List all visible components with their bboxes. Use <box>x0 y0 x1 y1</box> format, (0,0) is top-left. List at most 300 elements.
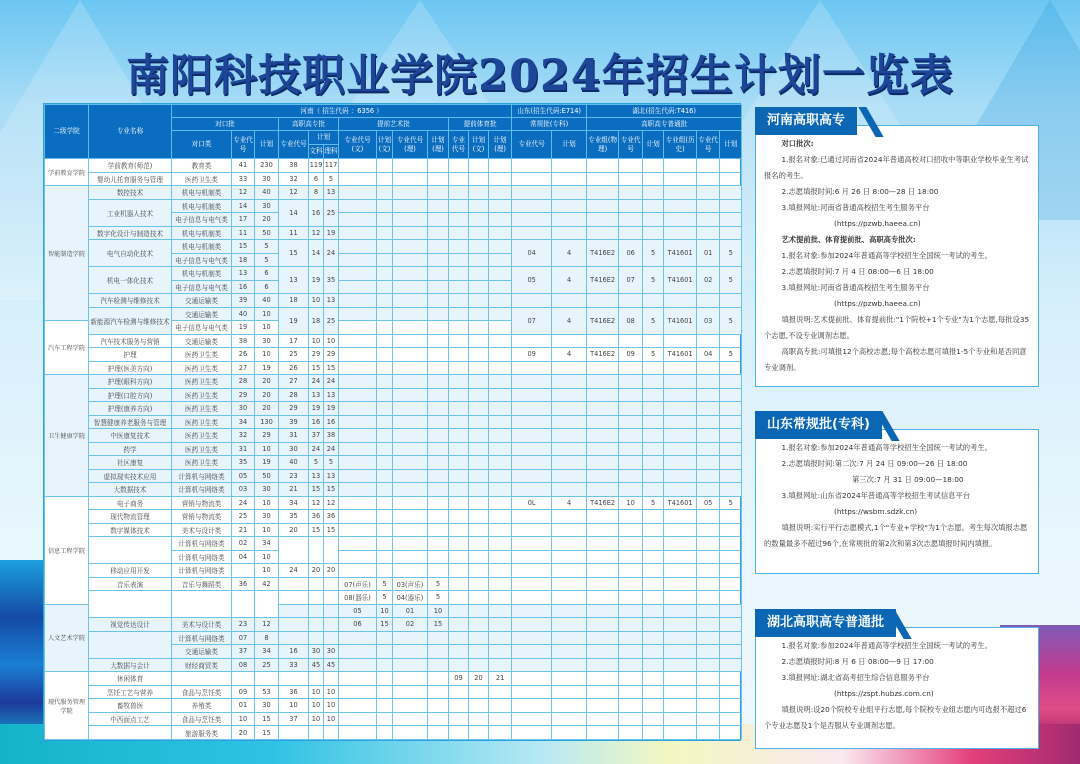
hubei-code-physics <box>619 294 643 308</box>
gaozhi-code: 15 <box>279 240 309 267</box>
gaozhi-plan-wen: 30 <box>309 645 324 659</box>
gaozhi-plan-li: 13 <box>324 294 339 308</box>
shandong-plan <box>552 483 587 497</box>
table-row <box>45 564 742 578</box>
art-plan-li <box>428 699 449 713</box>
hubei-plan-physics <box>643 631 664 645</box>
sport-plan-li <box>489 253 512 267</box>
art-code-li <box>393 321 428 335</box>
hubei-group-history: T41601 <box>664 240 697 267</box>
duikou-plan: 5 <box>255 253 279 267</box>
art-code-li <box>393 510 428 524</box>
college-name: 汽车工程学院 <box>45 321 89 375</box>
major-name: 视觉传达设计 <box>89 618 172 632</box>
gaozhi-code: 35 <box>279 510 309 524</box>
sport-plan-wen <box>469 510 489 524</box>
art-code-li <box>393 388 428 402</box>
hubei-group-history <box>664 361 697 375</box>
gaozhi-code: 36 <box>279 685 309 699</box>
gaozhi-plan-li: 24 <box>324 442 339 456</box>
gaozhi-code <box>279 631 309 645</box>
hubei-code-physics <box>619 564 643 578</box>
left-decoration <box>0 560 48 750</box>
art-plan-wen <box>377 159 393 173</box>
art-plan-li <box>428 307 449 321</box>
art-plan-wen <box>377 712 393 726</box>
hubei-group-physics <box>587 172 619 186</box>
major-name: 汽车检测与维修技术 <box>89 294 172 308</box>
sport-plan-wen <box>469 375 489 389</box>
shandong-code <box>512 159 552 173</box>
duikou-type: 电子信息与电气类 <box>172 280 232 294</box>
duikou-code: 35 <box>232 456 255 470</box>
hubei-code-history <box>697 402 720 416</box>
shandong-code <box>512 213 552 227</box>
gaozhi-plan-wen: 14 <box>309 240 324 267</box>
art-code-li <box>393 523 428 537</box>
art-code-li <box>393 226 428 240</box>
hubei-group-physics <box>587 699 619 713</box>
hubei-group-physics <box>587 226 619 240</box>
hubei-plan-physics <box>643 402 664 416</box>
art-plan-li <box>428 510 449 524</box>
page-title: 南阳科技职业学院2024年招生计划一览表 <box>126 51 954 101</box>
duikou-type: 医药卫生类 <box>172 429 232 443</box>
hubei-plan-physics <box>643 604 664 618</box>
gaozhi-plan-li <box>324 577 339 591</box>
panel-text-line: 1.报名对象:已通过河南省2024年普通高校对口招收中等职业学校毕业生考试报名的考生。 <box>764 155 1029 180</box>
art-code-wen <box>339 442 377 456</box>
header-sd-plan: 计划 <box>552 131 587 159</box>
hubei-group-history <box>664 226 697 240</box>
gaozhi-plan-li: 12 <box>324 496 339 510</box>
header-duikou-type: 对口类 <box>172 131 232 159</box>
gaozhi-plan-li: 5 <box>324 456 339 470</box>
art-plan-wen: 15 <box>377 618 393 632</box>
hubei-plan-physics <box>643 334 664 348</box>
sport-code <box>449 631 469 645</box>
sport-plan-li <box>489 213 512 227</box>
hubei-group-history <box>664 469 697 483</box>
hubei-group-history <box>664 429 697 443</box>
shandong-plan <box>552 537 587 551</box>
duikou-plan: 30 <box>255 510 279 524</box>
sport-plan-wen <box>469 699 489 713</box>
art-plan-li <box>428 334 449 348</box>
sport-code <box>449 294 469 308</box>
art-plan-li <box>428 469 449 483</box>
hubei-group-physics: T416E2 <box>587 240 619 267</box>
art-plan-wen <box>377 280 393 294</box>
shandong-plan <box>552 672 587 686</box>
hubei-plan-physics <box>643 537 664 551</box>
gaozhi-plan-li: 45 <box>324 658 339 672</box>
hubei-group-physics <box>587 618 619 632</box>
sport-code <box>449 550 469 564</box>
table-row <box>45 577 742 591</box>
art-code-li <box>393 294 428 308</box>
hubei-code-physics <box>619 361 643 375</box>
shandong-plan <box>552 631 587 645</box>
duikou-code: 18 <box>232 253 255 267</box>
hubei-plan-history <box>720 199 742 213</box>
hubei-code-physics <box>619 537 643 551</box>
gaozhi-plan-wen: 10 <box>309 334 324 348</box>
major-name: 畜牧兽医 <box>89 699 172 713</box>
hubei-code-physics <box>619 402 643 416</box>
gaozhi-plan-wen: 6 <box>309 172 324 186</box>
art-plan-wen <box>377 186 393 200</box>
art-plan-li <box>428 213 449 227</box>
hubei-code-history <box>697 604 720 618</box>
header-sd-batch: 常规批(专科) <box>512 118 587 131</box>
major-name: 学前教育(师范) <box>89 159 172 173</box>
college-name: 信息工程学院 <box>45 496 89 604</box>
art-plan-li <box>428 267 449 281</box>
hubei-code-physics <box>619 726 643 740</box>
sport-code <box>449 456 469 470</box>
hubei-group-physics <box>587 388 619 402</box>
duikou-plan: 20 <box>255 402 279 416</box>
sport-plan-wen <box>469 604 489 618</box>
hubei-group-history <box>664 712 697 726</box>
art-plan-wen <box>377 321 393 335</box>
art-code-wen <box>339 537 377 551</box>
gaozhi-plan-li <box>324 591 339 605</box>
header-art-code-li: 专业代号(理) <box>393 131 428 159</box>
hubei-plan-physics <box>643 226 664 240</box>
art-code-li <box>393 483 428 497</box>
shandong-code <box>512 294 552 308</box>
art-code-wen <box>339 267 377 281</box>
gaozhi-code <box>279 537 309 564</box>
header-sport-batch: 提前体育批 <box>449 118 512 131</box>
gaozhi-plan-li <box>324 726 339 740</box>
shandong-code <box>512 186 552 200</box>
hubei-group-history <box>664 537 697 551</box>
gaozhi-code: 31 <box>279 429 309 443</box>
art-code-li <box>393 537 428 551</box>
duikou-code: 24 <box>232 496 255 510</box>
art-plan-wen: 5 <box>377 591 393 605</box>
table-row <box>45 388 742 402</box>
hubei-code-history <box>697 469 720 483</box>
sport-plan-li <box>489 402 512 416</box>
gaozhi-plan-wen: 36 <box>309 510 324 524</box>
duikou-code: 25 <box>232 510 255 524</box>
gaozhi-code: 38 <box>279 159 309 173</box>
art-code-wen <box>339 645 377 659</box>
hubei-plan-history <box>720 645 742 659</box>
gaozhi-plan-li: 25 <box>324 307 339 334</box>
gaozhi-plan-li: 117 <box>324 159 339 173</box>
duikou-type: 医药卫生类 <box>172 388 232 402</box>
major-name: 音乐表演 <box>89 577 172 591</box>
art-code-wen <box>339 280 377 294</box>
art-plan-wen: 10 <box>377 604 393 618</box>
hubei-code-history <box>697 685 720 699</box>
hubei-plan-history <box>720 388 742 402</box>
gaozhi-code: 26 <box>279 361 309 375</box>
shandong-code <box>512 415 552 429</box>
duikou-plan: 40 <box>255 294 279 308</box>
hubei-code-history <box>697 442 720 456</box>
hubei-group-history <box>664 159 697 173</box>
hubei-plan-physics <box>643 726 664 740</box>
sport-plan-li <box>489 658 512 672</box>
hubei-plan-history <box>720 564 742 578</box>
panel-text-line: 3.填报网址:湖北省高考招生综合信息服务平台 <box>781 673 930 682</box>
gaozhi-plan-li: 38 <box>324 429 339 443</box>
sport-plan-li <box>489 496 512 510</box>
art-code-li <box>393 267 428 281</box>
gaozhi-plan-wen <box>309 591 324 605</box>
duikou-plan: 19 <box>255 456 279 470</box>
table-row <box>45 307 742 321</box>
gaozhi-plan-wen: 19 <box>309 267 324 294</box>
gaozhi-plan-wen: 16 <box>309 199 324 226</box>
art-code-li: 04(器乐) <box>393 591 428 605</box>
table-row <box>45 429 742 443</box>
sport-plan-li <box>489 172 512 186</box>
gaozhi-code <box>279 577 309 591</box>
hubei-group-physics <box>587 726 619 740</box>
sport-plan-wen <box>469 726 489 740</box>
hubei-code-physics <box>619 388 643 402</box>
hubei-plan-history <box>720 550 742 564</box>
sport-plan-li <box>489 712 512 726</box>
duikou-plan: 10 <box>255 348 279 362</box>
gaozhi-plan-li <box>324 604 339 618</box>
hubei-plan-physics <box>643 456 664 470</box>
gaozhi-plan-li: 15 <box>324 361 339 375</box>
hubei-code-history <box>697 537 720 551</box>
sport-plan-li <box>489 564 512 578</box>
gaozhi-code: 29 <box>279 402 309 416</box>
duikou-code: 23 <box>232 618 255 632</box>
duikou-type: 机电与机制类 <box>172 226 232 240</box>
major-name <box>89 631 172 658</box>
art-code-li: 02 <box>393 618 428 632</box>
gaozhi-plan-li: 24 <box>324 375 339 389</box>
sport-plan-li <box>489 226 512 240</box>
table-row <box>45 199 742 213</box>
hubei-plan-history: 5 <box>720 307 742 334</box>
sport-plan-wen: 20 <box>469 672 489 686</box>
shandong-code <box>512 429 552 443</box>
table-body <box>45 159 742 740</box>
sport-code <box>449 726 469 740</box>
gaozhi-plan-li: 13 <box>324 388 339 402</box>
table-row <box>45 510 742 524</box>
art-plan-wen <box>377 496 393 510</box>
art-code-li <box>393 402 428 416</box>
art-code-li <box>393 253 428 267</box>
hubei-plan-physics <box>643 699 664 713</box>
shandong-plan <box>552 159 587 173</box>
duikou-plan: 8 <box>255 631 279 645</box>
panel-text-line: 艺术提前批、体育提前批、高职高专批次: <box>781 235 916 244</box>
gaozhi-plan-li: 30 <box>324 645 339 659</box>
hubei-group-history: T41601 <box>664 348 697 362</box>
shandong-plan <box>552 523 587 537</box>
gaozhi-plan-wen: 20 <box>309 564 324 578</box>
panel-text-line: 高职高专批:可填报12个高校志愿;每个高校志愿可填报1-5个专业和是否同意专业调剂。 <box>764 347 1027 372</box>
art-code-wen <box>339 186 377 200</box>
sport-plan-wen <box>469 618 489 632</box>
shandong-plan <box>552 577 587 591</box>
hubei-code-physics <box>619 172 643 186</box>
art-code-li <box>393 159 428 173</box>
gaozhi-plan-wen: 15 <box>309 483 324 497</box>
art-plan-li: 5 <box>428 591 449 605</box>
hubei-group-physics <box>587 712 619 726</box>
hubei-plan-physics: 5 <box>643 307 664 334</box>
header-sport-plan-li: 计划(理) <box>489 131 512 159</box>
art-code-wen <box>339 402 377 416</box>
major-name: 智慧健康养老服务与管理 <box>89 415 172 429</box>
art-code-wen <box>339 415 377 429</box>
hubei-group-history <box>664 564 697 578</box>
major-name: 休闲体育 <box>89 672 172 686</box>
sport-plan-wen <box>469 523 489 537</box>
sport-plan-li <box>489 699 512 713</box>
art-plan-li <box>428 186 449 200</box>
hubei-group-history <box>664 186 697 200</box>
duikou-code: 21 <box>232 523 255 537</box>
duikou-code: 04 <box>232 550 255 564</box>
shandong-code <box>512 375 552 389</box>
hubei-code-physics <box>619 645 643 659</box>
shandong-plan <box>552 402 587 416</box>
duikou-code: 09 <box>232 685 255 699</box>
duikou-plan: 20 <box>255 388 279 402</box>
shandong-plan: 4 <box>552 496 587 510</box>
gaozhi-code: 33 <box>279 658 309 672</box>
art-code-wen <box>339 726 377 740</box>
hubei-group-physics <box>587 631 619 645</box>
art-plan-wen <box>377 334 393 348</box>
art-plan-wen <box>377 294 393 308</box>
table-row <box>45 186 742 200</box>
hubei-group-history <box>664 523 697 537</box>
major-name: 电气自动化技术 <box>89 240 172 267</box>
hubei-group-physics <box>587 456 619 470</box>
shandong-plan <box>552 699 587 713</box>
panel-text-line: 2.志愿填报时间:8 月 6 日 08:00—9 日 17:00 <box>781 657 934 666</box>
duikou-type: 营销与物流类 <box>172 496 232 510</box>
duikou-type: 交通运输类 <box>172 645 232 659</box>
hubei-code-history <box>697 186 720 200</box>
gaozhi-code <box>279 591 309 605</box>
hubei-plan-history <box>720 591 742 605</box>
sport-code <box>449 199 469 213</box>
duikou-type: 机电与机制类 <box>172 240 232 254</box>
shandong-code <box>512 577 552 591</box>
hubei-code-history <box>697 712 720 726</box>
duikou-plan: 34 <box>255 645 279 659</box>
gaozhi-code: 28 <box>279 388 309 402</box>
panel-shandong-body <box>755 429 1039 574</box>
hubei-group-history <box>664 375 697 389</box>
shandong-plan <box>552 712 587 726</box>
hubei-group-history <box>664 699 697 713</box>
hubei-group-physics <box>587 294 619 308</box>
duikou-code: 19 <box>232 321 255 335</box>
duikou-plan: 42 <box>255 577 279 591</box>
table-row <box>45 442 742 456</box>
hubei-plan-history: 5 <box>720 348 742 362</box>
hubei-code-physics <box>619 631 643 645</box>
art-code-wen <box>339 388 377 402</box>
duikou-plan: 20 <box>255 213 279 227</box>
art-code-li <box>393 334 428 348</box>
sport-code <box>449 537 469 551</box>
art-code-li <box>393 186 428 200</box>
header-art-batch: 提前艺术批 <box>339 118 449 131</box>
panel-text-line: 2.志愿填报时间:6 月 26 日 8:00—28 日 18:00 <box>781 187 939 196</box>
major-name: 电子商务 <box>89 496 172 510</box>
art-plan-wen <box>377 483 393 497</box>
header-hb-batch: 高职高专普通批 <box>587 118 742 131</box>
duikou-type: 营销与物流类 <box>172 510 232 524</box>
art-code-wen <box>339 321 377 335</box>
gaozhi-plan-li: 36 <box>324 510 339 524</box>
major-name <box>89 591 172 618</box>
hubei-plan-history <box>720 294 742 308</box>
hubei-group-history <box>664 726 697 740</box>
art-plan-li <box>428 483 449 497</box>
art-code-wen <box>339 685 377 699</box>
shandong-plan <box>552 172 587 186</box>
hubei-group-physics <box>587 199 619 213</box>
duikou-type: 计算机与网络类 <box>172 550 232 564</box>
major-name <box>89 726 172 740</box>
header-li: 理科 <box>324 145 339 159</box>
sport-plan-wen <box>469 240 489 254</box>
art-plan-wen <box>377 523 393 537</box>
gaozhi-plan-wen: 18 <box>309 307 324 334</box>
hubei-code-physics <box>619 213 643 227</box>
duikou-code: 08 <box>232 658 255 672</box>
gaozhi-code: 37 <box>279 712 309 726</box>
sport-plan-li <box>489 483 512 497</box>
shandong-code <box>512 537 552 551</box>
sport-plan-wen <box>469 388 489 402</box>
sport-plan-li <box>489 388 512 402</box>
hubei-plan-physics: 5 <box>643 240 664 267</box>
sport-plan-wen <box>469 307 489 321</box>
hubei-group-physics <box>587 591 619 605</box>
hubei-group-history <box>664 550 697 564</box>
major-name: 数控技术 <box>89 186 172 200</box>
art-plan-wen <box>377 550 393 564</box>
header-gz-plan: 计划 <box>309 131 339 145</box>
duikou-type: 电子信息与电气类 <box>172 321 232 335</box>
sport-code <box>449 280 469 294</box>
hubei-plan-history <box>720 361 742 375</box>
art-plan-wen <box>377 510 393 524</box>
shandong-code <box>512 226 552 240</box>
art-plan-wen <box>377 213 393 227</box>
hubei-group-physics <box>587 577 619 591</box>
hubei-plan-history <box>720 334 742 348</box>
art-code-li <box>393 415 428 429</box>
art-plan-li <box>428 280 449 294</box>
sport-plan-li <box>489 321 512 335</box>
art-code-wen <box>339 375 377 389</box>
shandong-plan <box>552 388 587 402</box>
